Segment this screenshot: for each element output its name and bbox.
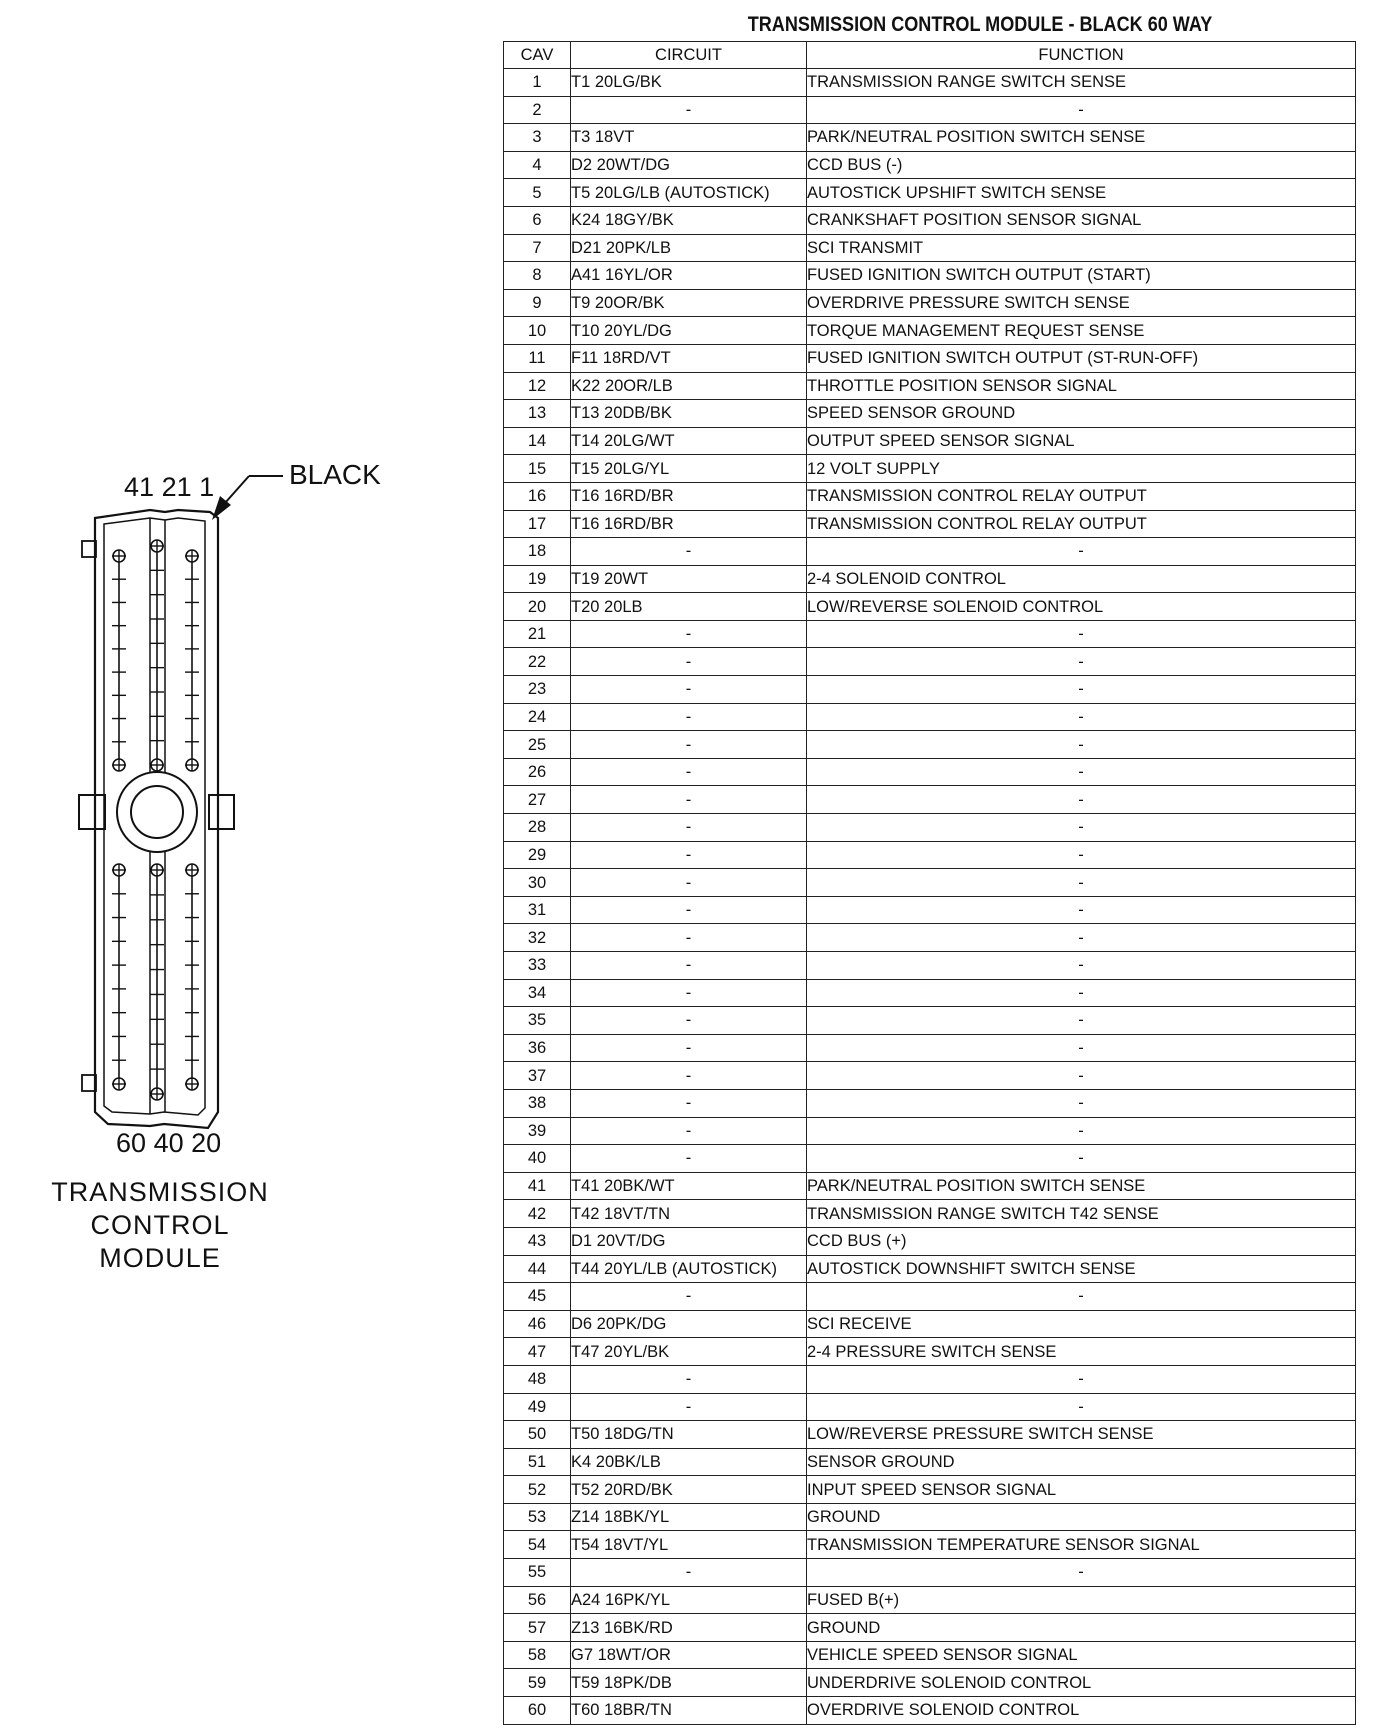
function-cell: - <box>807 979 1356 1007</box>
table-row <box>504 648 1356 676</box>
top-cavity-labels <box>124 472 214 503</box>
callout-leader-slant <box>225 476 249 503</box>
circuit-cell: - <box>571 1283 807 1311</box>
function-cell: OUTPUT SPEED SENSOR SIGNAL <box>807 427 1356 455</box>
circuit-cell: - <box>571 648 807 676</box>
table-row <box>504 1448 1356 1476</box>
cav-cell: 28 <box>504 814 571 842</box>
function-cell: - <box>807 1034 1356 1062</box>
cav-cell: 39 <box>504 1117 571 1145</box>
circuit-cell: D21 20PK/LB <box>571 234 807 262</box>
cav-cell: 11 <box>504 344 571 372</box>
circuit-cell: T20 20LB <box>571 593 807 621</box>
function-cell: OVERDRIVE SOLENOID CONTROL <box>807 1697 1356 1725</box>
function-cell: TRANSMISSION CONTROL RELAY OUTPUT <box>807 482 1356 510</box>
cav-cell: 42 <box>504 1200 571 1228</box>
table-row <box>504 1669 1356 1697</box>
table-row <box>504 1586 1356 1614</box>
table-header-row <box>504 42 1356 69</box>
circuit-cell: - <box>571 96 807 124</box>
cav-cell: 30 <box>504 869 571 897</box>
table-row <box>504 565 1356 593</box>
function-cell: - <box>807 841 1356 869</box>
table-row <box>504 1310 1356 1338</box>
connector-color-callout: BLACK <box>289 459 381 490</box>
circuit-cell: D6 20PK/DG <box>571 1310 807 1338</box>
table-row <box>504 1034 1356 1062</box>
cav-cell: 17 <box>504 510 571 538</box>
function-cell: TORQUE MANAGEMENT REQUEST SENSE <box>807 317 1356 345</box>
cav-cell: 22 <box>504 648 571 676</box>
function-cell: LOW/REVERSE PRESSURE SWITCH SENSE <box>807 1421 1356 1449</box>
cav-cell: 50 <box>504 1421 571 1449</box>
function-cell: - <box>807 758 1356 786</box>
function-cell: - <box>807 1365 1356 1393</box>
cav-cell: 35 <box>504 1007 571 1035</box>
cav-cell: 4 <box>504 151 571 179</box>
cav-cell: 45 <box>504 1283 571 1311</box>
table-row <box>504 96 1356 124</box>
table-row <box>504 400 1356 428</box>
circuit-cell: T13 20DB/BK <box>571 400 807 428</box>
function-cell: SCI RECEIVE <box>807 1310 1356 1338</box>
cavity-label-21: 21 <box>161 472 192 502</box>
function-cell: - <box>807 1089 1356 1117</box>
circuit-cell: T60 18BR/TN <box>571 1697 807 1725</box>
table-row <box>504 1172 1356 1200</box>
circuit-cell: - <box>571 786 807 814</box>
table-row <box>504 1255 1356 1283</box>
table-row <box>504 924 1356 952</box>
cavity-label-60: 60 <box>116 1128 147 1158</box>
cav-cell: 9 <box>504 289 571 317</box>
cav-cell: 37 <box>504 1062 571 1090</box>
table-row <box>504 786 1356 814</box>
cav-cell: 52 <box>504 1476 571 1504</box>
table-row <box>504 372 1356 400</box>
table-row <box>504 1697 1356 1725</box>
circuit-cell: - <box>571 1062 807 1090</box>
circuit-cell: - <box>571 1089 807 1117</box>
cav-cell: 15 <box>504 455 571 483</box>
circuit-cell: F11 18RD/VT <box>571 344 807 372</box>
function-cell: - <box>807 1559 1356 1587</box>
function-cell: INPUT SPEED SENSOR SIGNAL <box>807 1476 1356 1504</box>
table-row <box>504 1062 1356 1090</box>
function-cell: SENSOR GROUND <box>807 1448 1356 1476</box>
circuit-cell: T59 18PK/DB <box>571 1669 807 1697</box>
cav-cell: 32 <box>504 924 571 952</box>
table-row <box>504 510 1356 538</box>
cav-cell: 24 <box>504 703 571 731</box>
table-row <box>504 317 1356 345</box>
circuit-cell: Z13 16BK/RD <box>571 1614 807 1642</box>
function-cell: FUSED IGNITION SWITCH OUTPUT (START) <box>807 262 1356 290</box>
function-cell: - <box>807 676 1356 704</box>
function-cell: VEHICLE SPEED SENSOR SIGNAL <box>807 1641 1356 1669</box>
function-cell: UNDERDRIVE SOLENOID CONTROL <box>807 1669 1356 1697</box>
cav-cell: 10 <box>504 317 571 345</box>
table-row <box>504 841 1356 869</box>
cavity-label-20: 20 <box>191 1128 222 1158</box>
function-cell: - <box>807 1062 1356 1090</box>
table-row <box>504 869 1356 897</box>
circuit-cell: K4 20BK/LB <box>571 1448 807 1476</box>
cav-cell: 40 <box>504 1145 571 1173</box>
circuit-cell: T16 16RD/BR <box>571 510 807 538</box>
circuit-cell: T9 20OR/BK <box>571 289 807 317</box>
circuit-cell: T44 20YL/LB (AUTOSTICK) <box>571 1255 807 1283</box>
circuit-cell: T14 20LG/WT <box>571 427 807 455</box>
function-cell: - <box>807 869 1356 897</box>
circuit-cell: - <box>571 538 807 566</box>
table-row <box>504 1089 1356 1117</box>
cav-cell: 51 <box>504 1448 571 1476</box>
circuit-cell: - <box>571 979 807 1007</box>
function-cell: - <box>807 786 1356 814</box>
table-row <box>504 289 1356 317</box>
cav-cell: 8 <box>504 262 571 290</box>
cav-cell: 14 <box>504 427 571 455</box>
circuit-cell: T5 20LG/LB (AUTOSTICK) <box>571 179 807 207</box>
cav-cell: 55 <box>504 1559 571 1587</box>
circuit-cell: - <box>571 896 807 924</box>
function-cell: GROUND <box>807 1614 1356 1642</box>
circuit-cell: T16 16RD/BR <box>571 482 807 510</box>
table-row <box>504 1559 1356 1587</box>
pinout-table <box>503 41 1356 1725</box>
table-row <box>504 1117 1356 1145</box>
circuit-cell: T47 20YL/BK <box>571 1338 807 1366</box>
function-cell: 12 VOLT SUPPLY <box>807 455 1356 483</box>
cav-cell: 21 <box>504 620 571 648</box>
cav-cell: 1 <box>504 69 571 97</box>
function-cell: CCD BUS (+) <box>807 1227 1356 1255</box>
cav-cell: 47 <box>504 1338 571 1366</box>
cav-cell: 6 <box>504 206 571 234</box>
function-cell: OVERDRIVE PRESSURE SWITCH SENSE <box>807 289 1356 317</box>
table-row <box>504 482 1356 510</box>
table-row <box>504 1641 1356 1669</box>
circuit-cell: - <box>571 703 807 731</box>
bottom-cavity-labels <box>116 1128 221 1159</box>
table-row <box>504 1531 1356 1559</box>
function-cell: THROTTLE POSITION SENSOR SIGNAL <box>807 372 1356 400</box>
cav-cell: 41 <box>504 1172 571 1200</box>
cav-cell: 59 <box>504 1669 571 1697</box>
cav-cell: 18 <box>504 538 571 566</box>
circuit-cell: - <box>571 924 807 952</box>
function-cell: SCI TRANSMIT <box>807 234 1356 262</box>
table-row <box>504 427 1356 455</box>
function-cell: - <box>807 96 1356 124</box>
circuit-cell: D1 20VT/DG <box>571 1227 807 1255</box>
function-cell: - <box>807 1007 1356 1035</box>
circuit-cell: - <box>571 841 807 869</box>
function-cell: - <box>807 814 1356 842</box>
table-row <box>504 206 1356 234</box>
cav-cell: 5 <box>504 179 571 207</box>
table-row <box>504 1476 1356 1504</box>
module-name-label <box>30 1176 290 1275</box>
cav-cell: 33 <box>504 952 571 980</box>
circuit-cell: K22 20OR/LB <box>571 372 807 400</box>
circuit-cell: - <box>571 1559 807 1587</box>
table-row <box>504 814 1356 842</box>
cav-cell: 58 <box>504 1641 571 1669</box>
table-row <box>504 731 1356 759</box>
table-row <box>504 344 1356 372</box>
function-cell: - <box>807 952 1356 980</box>
table-row <box>504 455 1356 483</box>
table-title: TRANSMISSION CONTROL MODULE - BLACK 60 WAY <box>747 13 1213 36</box>
connector-face-drawing <box>0 0 490 1200</box>
function-cell: GROUND <box>807 1503 1356 1531</box>
table-row <box>504 979 1356 1007</box>
cav-cell: 44 <box>504 1255 571 1283</box>
table-row <box>504 151 1356 179</box>
circuit-cell: D2 20WT/DG <box>571 151 807 179</box>
circuit-cell: - <box>571 1365 807 1393</box>
module-name-line: CONTROL <box>90 1210 230 1240</box>
circuit-cell: - <box>571 1145 807 1173</box>
table-row <box>504 124 1356 152</box>
function-cell: SPEED SENSOR GROUND <box>807 400 1356 428</box>
table-row <box>504 620 1356 648</box>
table-row <box>504 1365 1356 1393</box>
cav-cell: 56 <box>504 1586 571 1614</box>
circuit-cell: K24 18GY/BK <box>571 206 807 234</box>
cav-cell: 46 <box>504 1310 571 1338</box>
function-cell: - <box>807 1283 1356 1311</box>
table-row <box>504 758 1356 786</box>
function-cell: - <box>807 731 1356 759</box>
circuit-cell: T42 18VT/TN <box>571 1200 807 1228</box>
cav-cell: 53 <box>504 1503 571 1531</box>
connector-diagram <box>0 0 490 1736</box>
circuit-cell: - <box>571 952 807 980</box>
circuit-cell: T15 20LG/YL <box>571 455 807 483</box>
cav-cell: 20 <box>504 593 571 621</box>
function-cell: - <box>807 538 1356 566</box>
cav-cell: 49 <box>504 1393 571 1421</box>
circuit-cell: A24 16PK/YL <box>571 1586 807 1614</box>
cav-cell: 54 <box>504 1531 571 1559</box>
cav-cell: 2 <box>504 96 571 124</box>
circuit-cell: - <box>571 620 807 648</box>
table-row <box>504 952 1356 980</box>
side-key-left <box>79 795 105 829</box>
circuit-cell: - <box>571 676 807 704</box>
cav-cell: 48 <box>504 1365 571 1393</box>
header-cav: CAV <box>504 42 571 69</box>
cav-cell: 26 <box>504 758 571 786</box>
table-row <box>504 1421 1356 1449</box>
circuit-cell: - <box>571 1034 807 1062</box>
table-row <box>504 179 1356 207</box>
circuit-cell: Z14 18BK/YL <box>571 1503 807 1531</box>
circuit-cell: T41 20BK/WT <box>571 1172 807 1200</box>
circuit-cell: - <box>571 731 807 759</box>
circuit-cell: - <box>571 1007 807 1035</box>
function-cell: FUSED IGNITION SWITCH OUTPUT (ST-RUN-OFF) <box>807 344 1356 372</box>
circuit-cell: A41 16YL/OR <box>571 262 807 290</box>
circuit-cell: - <box>571 1393 807 1421</box>
function-cell: CRANKSHAFT POSITION SENSOR SIGNAL <box>807 206 1356 234</box>
cav-cell: 19 <box>504 565 571 593</box>
function-cell: - <box>807 896 1356 924</box>
cav-cell: 57 <box>504 1614 571 1642</box>
table-row <box>504 1227 1356 1255</box>
circuit-cell: T10 20YL/DG <box>571 317 807 345</box>
circuit-cell: T52 20RD/BK <box>571 1476 807 1504</box>
table-row <box>504 1614 1356 1642</box>
circuit-cell: T1 20LG/BK <box>571 69 807 97</box>
cav-cell: 25 <box>504 731 571 759</box>
circuit-cell: T50 18DG/TN <box>571 1421 807 1449</box>
function-cell: FUSED B(+) <box>807 1586 1356 1614</box>
function-cell: - <box>807 648 1356 676</box>
module-name-line: TRANSMISSION <box>51 1177 269 1207</box>
function-cell: 2-4 PRESSURE SWITCH SENSE <box>807 1338 1356 1366</box>
center-bolt-boss <box>117 772 197 852</box>
cav-cell: 31 <box>504 896 571 924</box>
circuit-cell: T54 18VT/YL <box>571 1531 807 1559</box>
cav-cell: 27 <box>504 786 571 814</box>
cav-cell: 34 <box>504 979 571 1007</box>
table-row <box>504 538 1356 566</box>
cav-cell: 16 <box>504 482 571 510</box>
function-cell: - <box>807 703 1356 731</box>
module-name-line: MODULE <box>99 1243 221 1273</box>
function-cell: TRANSMISSION TEMPERATURE SENSOR SIGNAL <box>807 1531 1356 1559</box>
table-row <box>504 1283 1356 1311</box>
cav-cell: 23 <box>504 676 571 704</box>
side-key-right <box>209 795 234 829</box>
function-cell: 2-4 SOLENOID CONTROL <box>807 565 1356 593</box>
table-row <box>504 1393 1356 1421</box>
cav-cell: 3 <box>504 124 571 152</box>
pinout-table-body <box>504 69 1356 1725</box>
circuit-cell: - <box>571 758 807 786</box>
function-cell: PARK/NEUTRAL POSITION SWITCH SENSE <box>807 124 1356 152</box>
table-row <box>504 676 1356 704</box>
cav-cell: 43 <box>504 1227 571 1255</box>
cav-cell: 38 <box>504 1089 571 1117</box>
cav-cell: 60 <box>504 1697 571 1725</box>
function-cell: PARK/NEUTRAL POSITION SWITCH SENSE <box>807 1172 1356 1200</box>
function-cell: AUTOSTICK UPSHIFT SWITCH SENSE <box>807 179 1356 207</box>
table-row <box>504 896 1356 924</box>
cav-cell: 36 <box>504 1034 571 1062</box>
circuit-cell: T19 20WT <box>571 565 807 593</box>
table-row <box>504 262 1356 290</box>
function-cell: AUTOSTICK DOWNSHIFT SWITCH SENSE <box>807 1255 1356 1283</box>
cav-cell: 29 <box>504 841 571 869</box>
cavity-label-41: 41 <box>124 472 155 502</box>
function-cell: LOW/REVERSE SOLENOID CONTROL <box>807 593 1356 621</box>
function-cell: - <box>807 924 1356 952</box>
function-cell: CCD BUS (-) <box>807 151 1356 179</box>
circuit-cell: - <box>571 814 807 842</box>
table-row <box>504 1200 1356 1228</box>
function-cell: TRANSMISSION RANGE SWITCH SENSE <box>807 69 1356 97</box>
circuit-cell: - <box>571 869 807 897</box>
cavity-label-40: 40 <box>153 1128 184 1158</box>
table-row <box>504 703 1356 731</box>
table-row <box>504 593 1356 621</box>
cav-cell: 12 <box>504 372 571 400</box>
cav-cell: 7 <box>504 234 571 262</box>
function-cell: - <box>807 1117 1356 1145</box>
table-row <box>504 234 1356 262</box>
table-row <box>504 69 1356 97</box>
function-cell: - <box>807 1393 1356 1421</box>
function-cell: TRANSMISSION RANGE SWITCH T42 SENSE <box>807 1200 1356 1228</box>
function-cell: - <box>807 620 1356 648</box>
table-row <box>504 1503 1356 1531</box>
table-row <box>504 1338 1356 1366</box>
header-circuit: CIRCUIT <box>571 42 807 69</box>
table-row <box>504 1145 1356 1173</box>
circuit-cell: - <box>571 1117 807 1145</box>
circuit-cell: T3 18VT <box>571 124 807 152</box>
cav-cell: 13 <box>504 400 571 428</box>
table-row <box>504 1007 1356 1035</box>
function-cell: TRANSMISSION CONTROL RELAY OUTPUT <box>807 510 1356 538</box>
function-cell: - <box>807 1145 1356 1173</box>
cavity-label-1: 1 <box>199 472 215 502</box>
circuit-cell: G7 18WT/OR <box>571 1641 807 1669</box>
header-function: FUNCTION <box>807 42 1356 69</box>
